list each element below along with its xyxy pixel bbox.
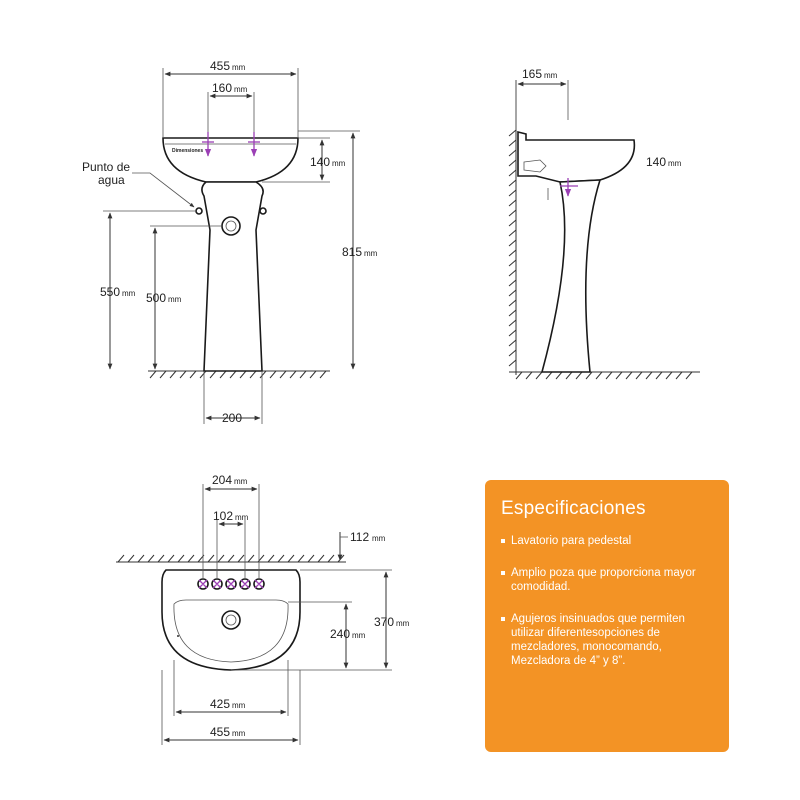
front-basin <box>163 138 298 182</box>
basin-brand-text: Dimensiones <box>172 148 204 154</box>
front-width-unit: mm <box>232 63 246 72</box>
top-view <box>116 473 410 745</box>
front-view <box>82 59 378 425</box>
top-drain <box>222 611 240 629</box>
front-drain-unit: mm <box>168 295 182 304</box>
side-view <box>509 67 700 379</box>
drain-hole <box>222 217 240 235</box>
side-depth-unit: mm <box>668 159 682 168</box>
front-width-label: 455 <box>210 59 231 73</box>
top-wall-gap-unit: mm <box>372 534 386 543</box>
side-projection-unit: mm <box>544 71 558 80</box>
front-holes-label: 160 <box>212 81 233 95</box>
side-basin <box>518 132 634 182</box>
front-holes-unit: mm <box>234 85 248 94</box>
top-spacing-narrow-label: 102 <box>213 509 234 523</box>
top-outer-width-unit: mm <box>232 729 246 738</box>
floor-hatch <box>150 371 326 378</box>
top-bowl-label: 240 <box>330 627 351 641</box>
top-wall-gap-label: 112 <box>350 530 370 544</box>
water-point-left <box>196 208 202 214</box>
spec-item: Lavatorio para pedestal <box>501 534 713 548</box>
top-depth-label: 370 <box>374 615 395 629</box>
front-pedestal-label: 200 <box>222 411 243 425</box>
spec-item: Agujeros insinuados que permiten utilizar diferentesopciones de mezcladores, monocomando, Mezcladora de 4” y 8”. <box>501 612 713 668</box>
front-water-point-label: 550 <box>100 285 121 299</box>
front-height-label: 815 <box>342 245 363 259</box>
side-floor-hatch <box>516 372 692 379</box>
side-projection-label: 165 <box>522 67 543 81</box>
specifications-card <box>485 480 729 752</box>
specifications-title: Especificaciones <box>501 498 646 519</box>
top-spacing-narrow-unit: mm <box>235 513 249 522</box>
front-depth-label: 140 <box>310 155 331 169</box>
top-wall-hatch <box>118 555 344 562</box>
top-bowl-unit: mm <box>352 631 366 640</box>
specifications-list <box>501 534 713 668</box>
water-point-caption-line2: agua <box>98 173 125 187</box>
front-depth-unit: mm <box>332 159 346 168</box>
front-pedestal <box>202 182 263 371</box>
side-depth-label: 140 <box>646 155 667 169</box>
front-water-point-unit: mm <box>122 289 136 298</box>
spec-item: Amplio poza que proporciona mayor comodidad. <box>501 566 713 594</box>
front-drain-label: 500 <box>146 291 167 305</box>
top-inner-width-label: 425 <box>210 697 231 711</box>
water-point-right <box>260 208 266 214</box>
water-point-caption-line1: Punto de <box>82 160 131 174</box>
top-depth-unit: mm <box>396 619 410 628</box>
side-pedestal <box>542 180 600 372</box>
wall-hatch <box>509 130 516 366</box>
front-height-unit: mm <box>364 249 378 258</box>
top-outer-width-label: 455 <box>210 725 231 739</box>
top-inner-width-unit: mm <box>232 701 246 710</box>
top-spacing-wide-unit: mm <box>234 477 248 486</box>
top-spacing-wide-label: 204 <box>212 473 233 487</box>
